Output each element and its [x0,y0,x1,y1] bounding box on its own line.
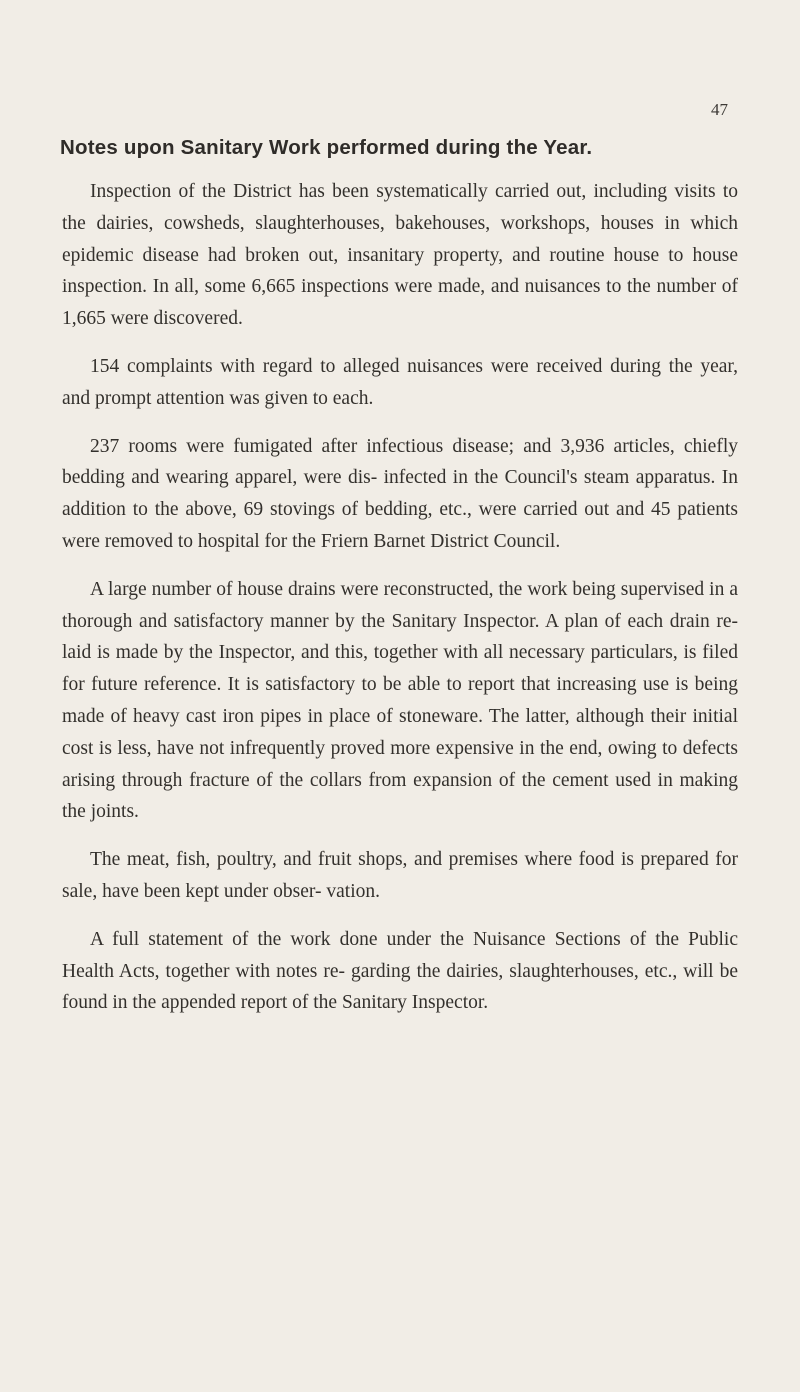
page-number: 47 [711,100,728,119]
section-heading: Notes upon Sanitary Work performed during the Year. [60,136,593,159]
paragraph-full-statement: A full statement of the work done under the Nuisance Sections of the Public Health Acts, together with notes re- garding the dairies, slaughterhouses, etc., will be found in the appended report of the Sanitary Inspector. [62,928,738,1014]
paragraph-drains: A large number of house drains were reconstructed, the work being supervised in a thorough and satisfactory manner by the Sanitary Inspector. A plan of each drain re-laid is made by the Inspector, and this, together with all necessary particulars, is filed for future reference. It is satisfactory to be able to report that increasing use is being made of heavy cast iron pipes in place of stoneware. The latter, although their initial cost is less, have not infrequently proved more expensive in the end, owing to defects arising through fracture of the collars from expansion of the cement used in making the joints. [62,578,738,823]
body-text [62,176,738,1035]
paragraph-food-shops: The meat, fish, poultry, and fruit shops, and premises where food is prepared for sale, have been kept under obser- vation. [62,849,738,902]
paragraph-inspections: Inspection of the District has been systematically carried out, including visits to the dairies, cowsheds, slaughterhouses, bakehouses, workshops, houses in which epidemic disease had broken out, insanitary property, and routine house to house inspection. In all, some 6,665 inspections were made, and nuisances to the number of 1,665 were discovered. [62,181,738,330]
paragraph-complaints: 154 complaints with regard to alleged nuisances were received during the year, and prompt attention was given to each. [62,355,738,409]
paragraph-fumigation: 237 rooms were fumigated after infectious disease; and 3,936 articles, chiefly bedding and wearing apparel, were dis- infected in the Council's steam apparatus. In addition to the above, 69 stovings of bedding, etc., were carried out and 45 patients were removed to hospital for the Friern Barnet District Council. [62,435,738,552]
